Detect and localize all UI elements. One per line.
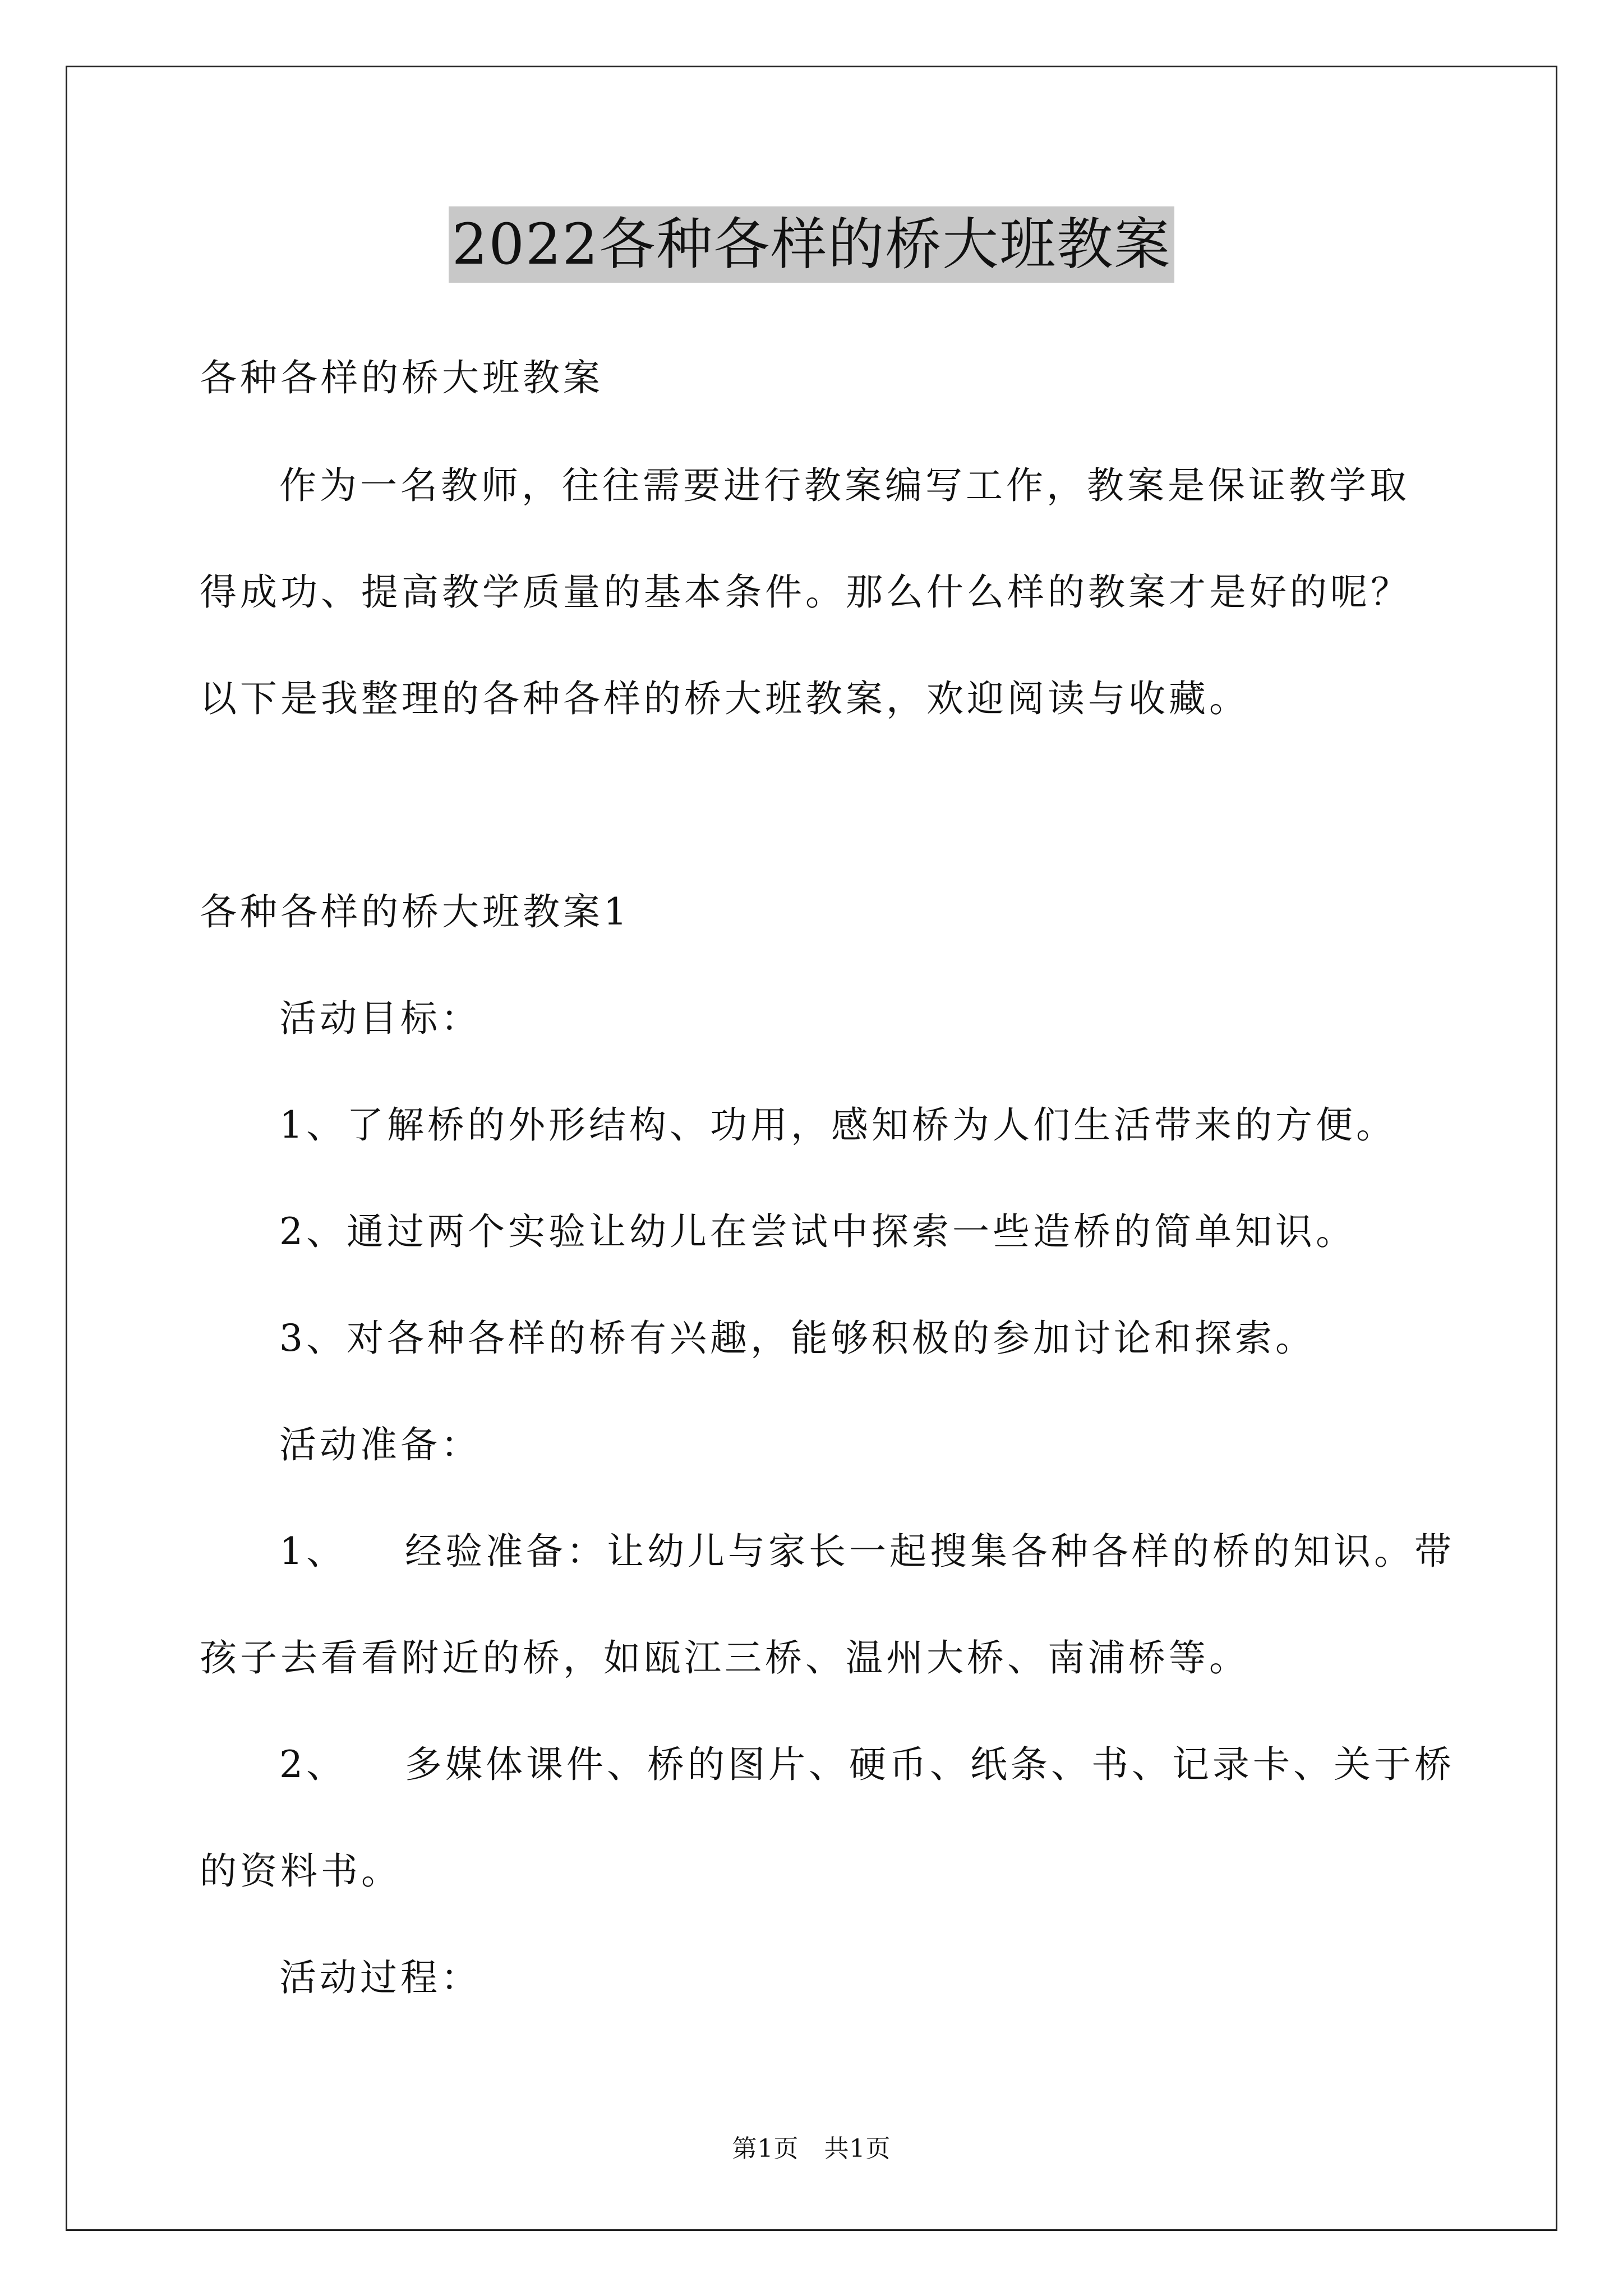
page-footer: 第1页 共1页 <box>732 2134 891 2163</box>
process-heading: 活动过程： <box>279 1956 481 1999</box>
goal-item-1: 1、了解桥的外形结构、功用，感知桥为人们生活带来的方便。 <box>279 1103 1396 1147</box>
intro-line-3: 以下是我整理的各种各样的桥大班教案，欢迎阅读与收藏。 <box>200 677 1249 720</box>
prep-heading: 活动准备： <box>279 1423 481 1466</box>
prep-item-2-text: 多媒体课件、桥的图片、硬币、纸条、书、记录卡、关于桥 <box>405 1743 1455 1786</box>
document-subtitle: 各种各样的桥大班教案 <box>200 356 603 399</box>
section-heading: 各种各样的桥大班教案1 <box>200 890 630 933</box>
prep-item-2 <box>279 1742 1455 1787</box>
prep-item-1-continuation: 孩子去看看附近的桥，如瓯江三桥、温州大桥、南浦桥等。 <box>200 1636 1249 1680</box>
goal-item-2: 2、通过两个实验让幼儿在尝试中探索一些造桥的简单知识。 <box>279 1210 1356 1253</box>
goal-item-3: 3、对各种各样的桥有兴趣，能够积极的参加讨论和探索。 <box>279 1317 1316 1360</box>
title-container <box>0 206 1623 283</box>
intro-line-2: 得成功、提高教学质量的基本条件。那么什么样的教案才是好的呢？ <box>200 570 1411 614</box>
prep-item-2-number: 2、 <box>279 1743 347 1786</box>
prep-item-1-number: 1、 <box>279 1530 347 1573</box>
prep-item-1-text: 经验准备：让幼儿与家长一起搜集各种各样的桥的知识。带 <box>405 1530 1455 1573</box>
document-title: 2022各种各样的桥大班教案 <box>449 206 1175 283</box>
intro-line-1: 作为一名教师，往往需要进行教案编写工作，教案是保证教学取 <box>279 464 1410 507</box>
prep-item-1 <box>279 1529 1455 1574</box>
goals-heading: 活动目标： <box>279 997 481 1040</box>
prep-item-2-continuation: 的资料书。 <box>200 1849 402 1893</box>
